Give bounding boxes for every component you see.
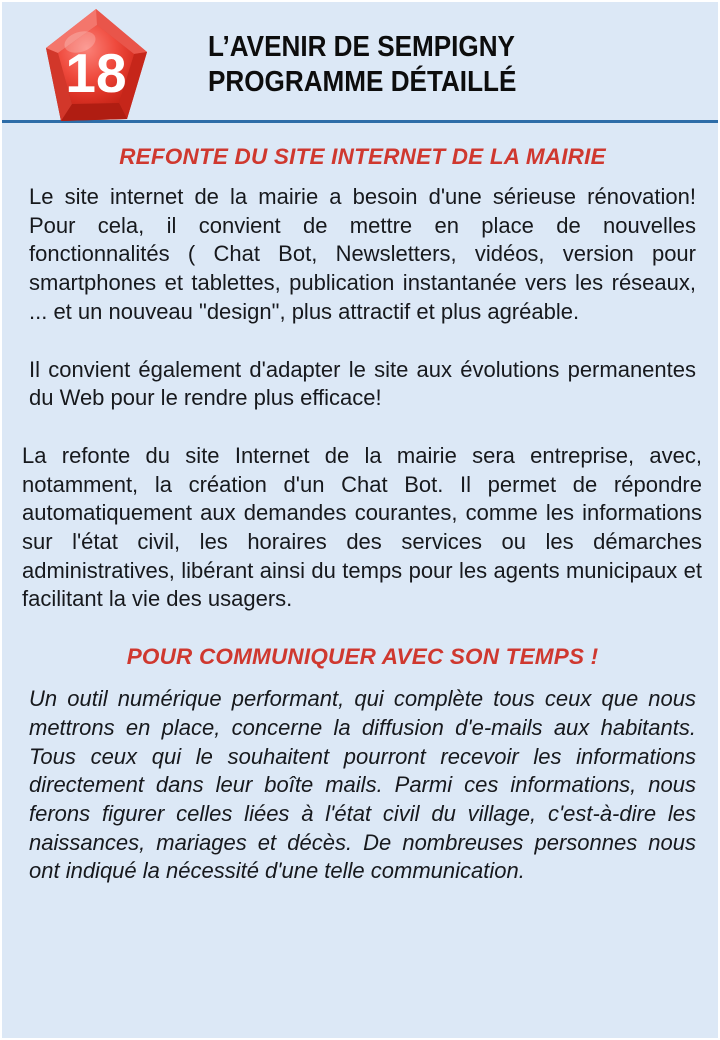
badge-number: 18 [65,42,127,104]
page-title-line1: L’AVENIR DE SEMPIGNY [208,31,515,63]
section-heading-refonte: REFONTE DU SITE INTERNET DE LA MAIRIE [119,144,606,169]
page-title-line2: PROGRAMME DÉTAILLÉ [208,66,517,98]
page-title [208,30,516,100]
paragraph-emails-habitants: Un outil numérique performant, qui complète tous ceux que nous mettrons en place, concerne la diffusion d'e-mails aux habitants. Tous ceux qui le souhaitent pourront recevoir les informations directement dans leur boîte mails. Parmi ces informations, nous ferons figurer celles liées à l'état civil du village, c'est-à-dire les naissances, mariages et décès. De nombreuses personnes nous ont indiqué la nécessité d'une telle communication. [29,686,696,884]
page-content [2,123,720,915]
page-header [2,2,718,125]
paragraph-site-renovation: Le site internet de la mairie a besoin d'une sérieuse rénovation! Pour cela, il convient de mettre en place de nouvelles fonctionnalités ( Chat Bot, Newsletters, vidéos, version pour smartphones et tablettes, publication instantanée vers les réseaux, ... et un nouveau "design", plus attractif et plus agréable. [29,184,696,324]
number-gem-icon [44,8,150,130]
paragraph-adapter-web: Il convient également d'adapter le site aux évolutions permanentes du Web pour le rendre plus efficace! [29,356,696,411]
section-heading-communiquer: POUR COMMUNIQUER AVEC SON TEMPS ! [126,644,599,670]
paragraph-chat-bot: La refonte du site Internet de la mairie sera entreprise, avec, notamment, la création d'un Chat Bot. Il permet de répondre automatiquement aux demandes courantes, comme les informations sur l'état civil, les horaires des services ou les démarches administratives, libérant ainsi du temps pour les agents municipaux et facilitant la vie des usagers. [22,442,702,612]
